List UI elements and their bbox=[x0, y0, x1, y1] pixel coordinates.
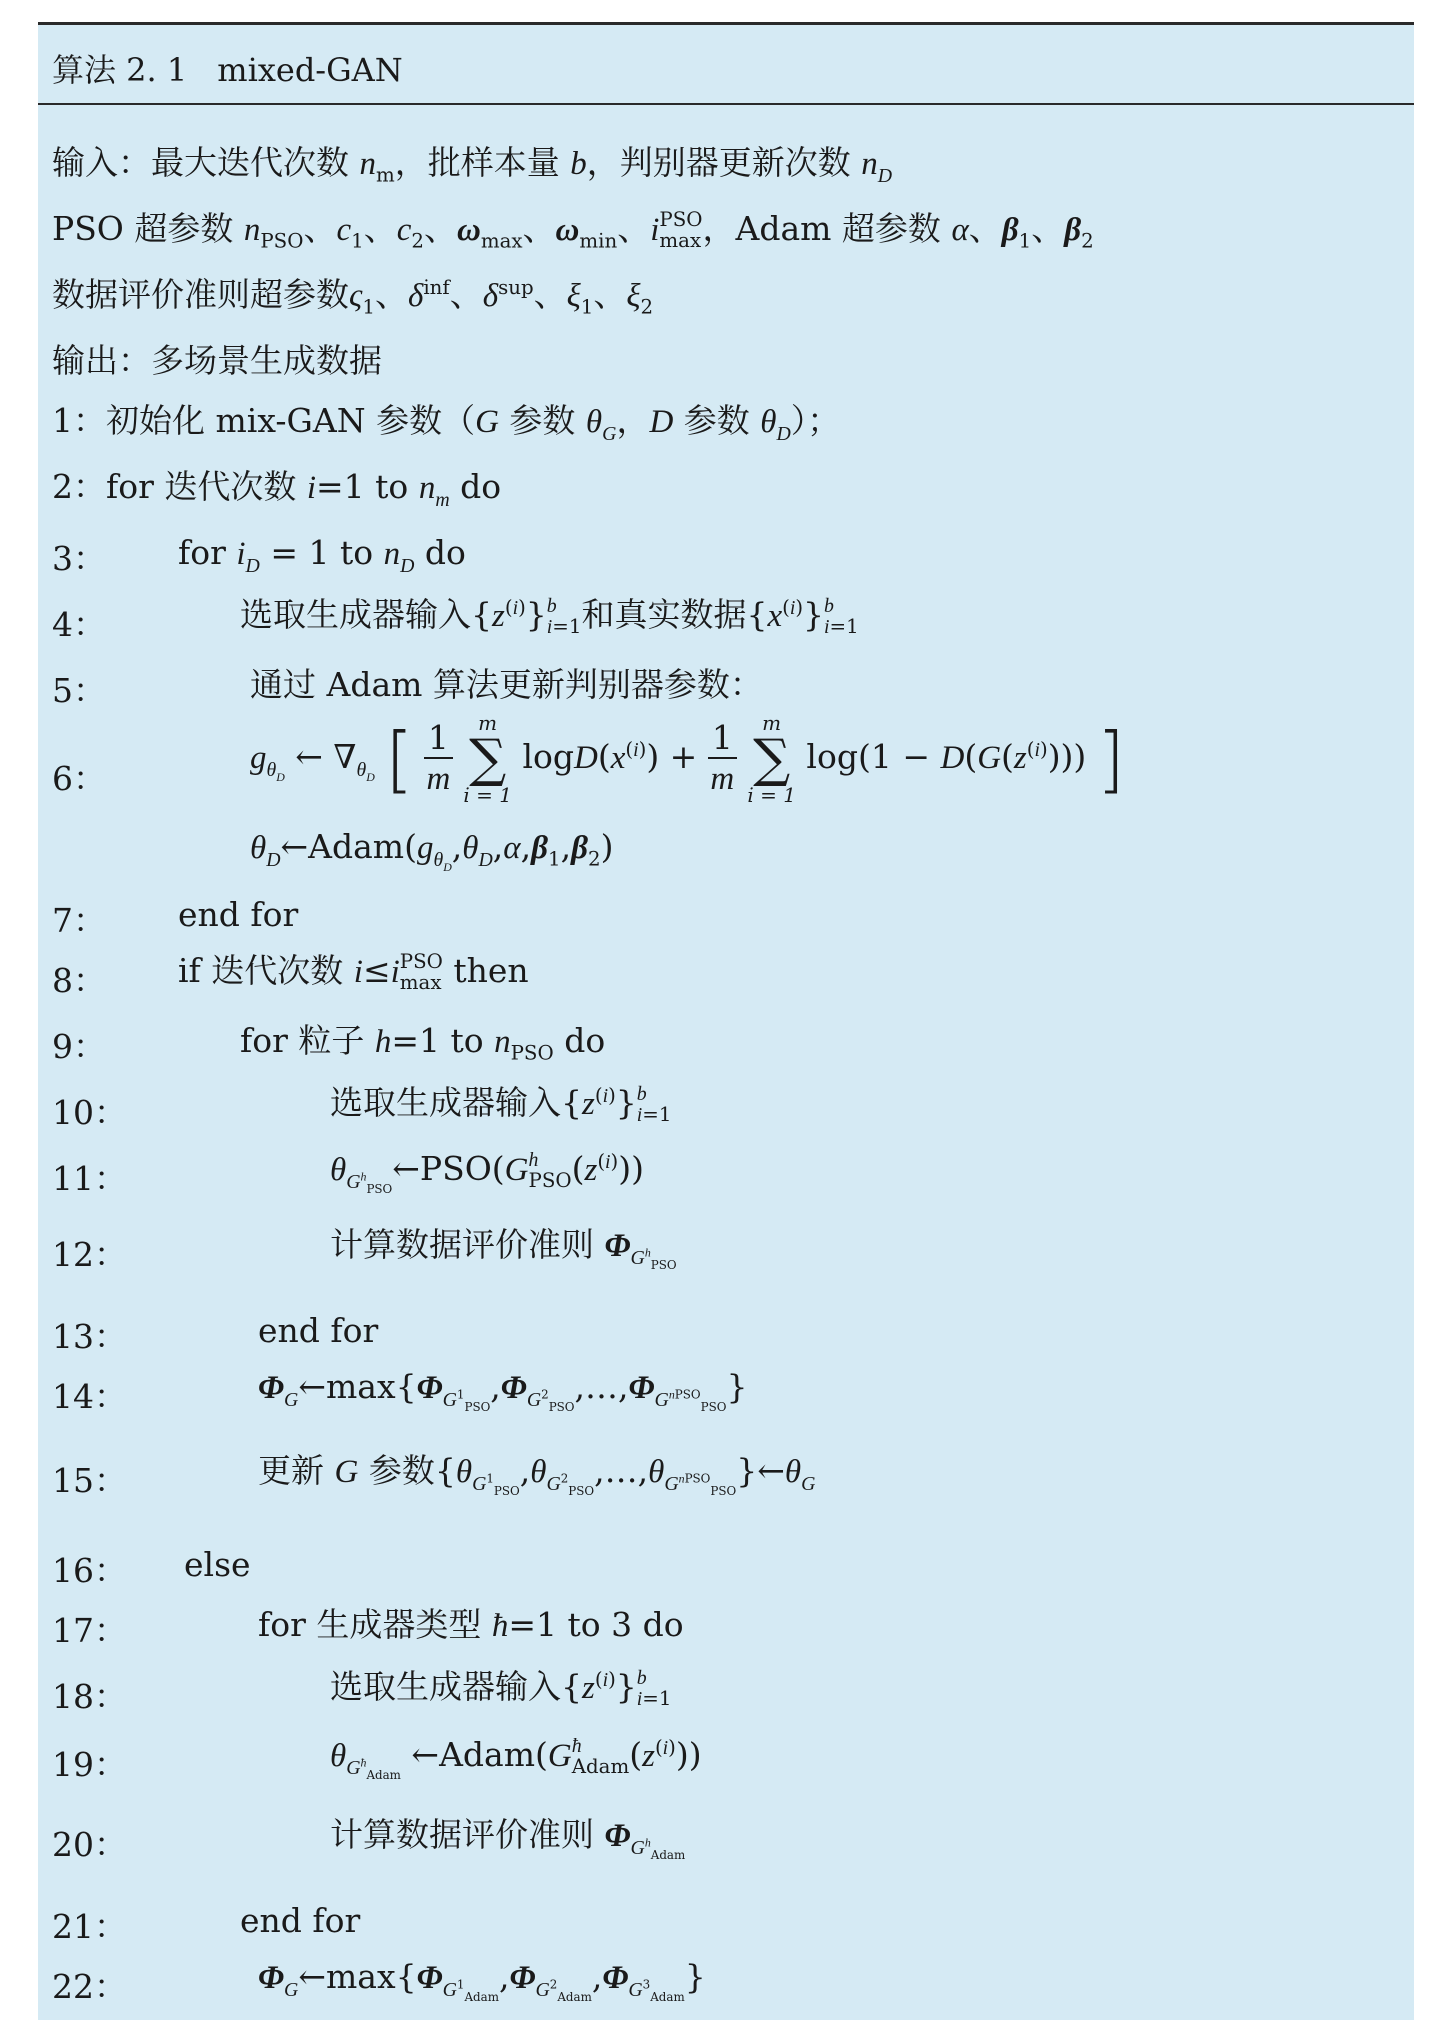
step-14-number: 14： bbox=[52, 1377, 127, 1416]
input-disc-label: 判别器更新次数 bbox=[619, 143, 851, 182]
token-update-param: 参数 bbox=[368, 1451, 435, 1490]
step-15-number: 15： bbox=[52, 1461, 127, 1500]
step-18-number: 18： bbox=[52, 1677, 127, 1716]
step-16: else bbox=[184, 1545, 251, 1584]
step-text: 计算数据评价准则 bbox=[330, 1225, 594, 1264]
step-20-number: 20： bbox=[52, 1825, 127, 1864]
step-22: $\Phi_G\leftarrow\max\{\Phi_{G^1_{Adam}},\Phi_{G^2_{Adam}},\Phi_{G^3_{Adam}}\}$ bbox=[258, 1957, 706, 2004]
step-19: $\theta_{G^ħ_{Adam}}$ ←Adam(G ħ Adam $(z^{(i)})$) bbox=[330, 1735, 702, 1782]
step-18: 选取生成器输入$\{z^{(i)}\}$ b i=1 bbox=[330, 1667, 672, 1710]
step-6-adam: $\theta_D\leftarrow Adam(g_{\theta_D},\theta_D,\alpha,\beta_1,\beta_2)$ bbox=[250, 827, 614, 874]
step-19-number: 19： bbox=[52, 1745, 127, 1784]
output-label: 输出：多场景生成数据 bbox=[52, 341, 382, 380]
step-text: 选取生成器输入 bbox=[330, 1667, 561, 1706]
token-then: then bbox=[453, 951, 529, 990]
step-text: for 粒子 bbox=[240, 1021, 365, 1060]
step-13: end for bbox=[258, 1311, 379, 1350]
step-2: 2：for 迭代次数 i=1 to $n_m$ do bbox=[52, 467, 502, 511]
step-6-gradient: $g_{\theta_D}$ ← $\nabla_{\theta_D}$ [ $\frac{1}{m}$ m ∑ i = 1 $\log D(x^{(i)})$ + $\frac{1}{m}$ m ∑ i = 1 $\log(1 - D(G(z^{(i)})))$ ] bbox=[250, 711, 1125, 807]
output-line bbox=[52, 341, 382, 381]
step-1: 1：初始化 mix-GAN 参数（G 参数 $\theta_G$，D 参数 $\theta_D$）； bbox=[52, 401, 841, 445]
step-22-number: 22： bbox=[52, 1967, 127, 2006]
step-12-number: 12： bbox=[52, 1235, 127, 1274]
step-20: 计算数据评价准则 $\Phi_{G^h_{Adam}}$ bbox=[330, 1815, 686, 1862]
step-17-number: 17： bbox=[52, 1611, 127, 1650]
algorithm-label: 算法 2. 1 bbox=[52, 51, 188, 89]
algorithm-title bbox=[52, 45, 403, 91]
token-max: max bbox=[326, 1367, 396, 1406]
step-11: $\theta_{G^h_{PSO}}\leftarrow PSO(G$ h PSO $(z^{(i)})$) bbox=[330, 1149, 645, 1196]
step-8-number: 8： bbox=[52, 961, 106, 1000]
step-text: 选取生成器输入 bbox=[240, 595, 471, 634]
step-text: 通过 Adam 算法更新判别器参数： bbox=[250, 665, 763, 704]
token-and-real: 和真实数据 bbox=[581, 595, 747, 634]
step-8: if 迭代次数 i≤i PSO max then bbox=[178, 950, 529, 994]
step-9-number: 9： bbox=[52, 1027, 106, 1066]
step-5-number: 5： bbox=[52, 671, 106, 710]
step-10-number: 10： bbox=[52, 1093, 127, 1132]
step-text: for 生成器类型 bbox=[258, 1605, 482, 1644]
step-7-number: 7： bbox=[52, 901, 106, 940]
step-16-number: 16： bbox=[52, 1551, 127, 1590]
criteria-label: 数据评价准则超参数 bbox=[52, 275, 349, 314]
step-10: 选取生成器输入$\{z^{(i)}\}$ b i=1 bbox=[330, 1083, 672, 1126]
step-13-number: 13： bbox=[52, 1317, 127, 1356]
step-text: 更新 bbox=[258, 1451, 324, 1490]
token-to: to bbox=[375, 467, 409, 506]
step-6-number: 6： bbox=[52, 759, 106, 798]
step-text: for 迭代次数 bbox=[106, 467, 297, 506]
algorithm-name: mixed-GAN bbox=[217, 51, 403, 89]
input-batch-label: 批样本量 bbox=[427, 143, 560, 182]
step-21: end for bbox=[240, 1901, 361, 1940]
step-12: 计算数据评价准则 $\Phi_{G^h_{PSO}}$ bbox=[330, 1225, 677, 1272]
step-number: 2： bbox=[52, 467, 106, 506]
token-do: do bbox=[460, 467, 502, 506]
step-text: 选取生成器输入 bbox=[330, 1083, 561, 1122]
step-4: 选取生成器输入$\{z^{(i)}\}$ b i=1 和真实数据$\{x^{(i)}\}$ b i=1 bbox=[240, 595, 859, 638]
step-3: for $i_D = 1$ to $n_D$ do bbox=[178, 533, 466, 577]
step-14: $\Phi_G\leftarrow\max\{\Phi_{G^1_{PSO}},\Phi_{G^2_{PSO}},\dots,\Phi_{G^{nPSO}_{PSO}}\}$ bbox=[258, 1367, 748, 1414]
adam-label: Adam 超参数 bbox=[735, 209, 941, 248]
step-17: for 生成器类型 ħ=1 to 3 do bbox=[258, 1605, 684, 1644]
step-15: 更新 G 参数$\{\theta_{G^1_{PSO}},\theta_{G^2_{PSO}},\dots,\theta_{G^{nPSO}_{PSO}}\}\leftarrow\theta_G$ bbox=[258, 1451, 816, 1498]
step-3-number: 3： bbox=[52, 539, 106, 578]
step-4-number: 4： bbox=[52, 605, 106, 644]
pso-label: PSO 超参数 bbox=[52, 209, 234, 248]
token-close: ）； bbox=[790, 401, 841, 440]
step-9: for 粒子 h=1 to $n_{PSO}$ do bbox=[240, 1021, 606, 1065]
step-text: for bbox=[178, 533, 226, 572]
step-text: 初始化 mix-GAN 参数（ bbox=[106, 401, 476, 440]
algorithm-box bbox=[38, 22, 1414, 2020]
step-7: end for bbox=[178, 895, 299, 934]
step-11-number: 11： bbox=[52, 1159, 127, 1198]
token-adam: Adam bbox=[308, 827, 405, 866]
step-5 bbox=[250, 665, 763, 705]
input-line: 输入：最大迭代次数 $n_m$，批样本量 b，判别器更新次数 $n_D$ bbox=[52, 143, 893, 187]
step-text: 计算数据评价准则 bbox=[330, 1815, 594, 1854]
step-number: 1： bbox=[52, 401, 106, 440]
pso-params-line: PSO 超参数 $n_{PSO}$、$c_1$、$c_2$、$\omega_{max}$、$\omega_{min}$、i PSO max ，Adam 超参数 α、$\beta_1$、$\beta_2$ bbox=[52, 208, 1094, 253]
step-text: if 迭代次数 bbox=[178, 951, 344, 990]
algorithm-title-bar bbox=[38, 25, 1414, 105]
token-param: 参数 bbox=[509, 401, 576, 440]
criteria-params-line: 数据评价准则超参数$\varsigma_1$、$\delta^{inf}$、$\delta^{sup}$、$\xi_1$、$\xi_2$ bbox=[52, 275, 654, 319]
step-21-number: 21： bbox=[52, 1907, 127, 1946]
input-label: 输入：最大迭代次数 bbox=[52, 143, 349, 182]
